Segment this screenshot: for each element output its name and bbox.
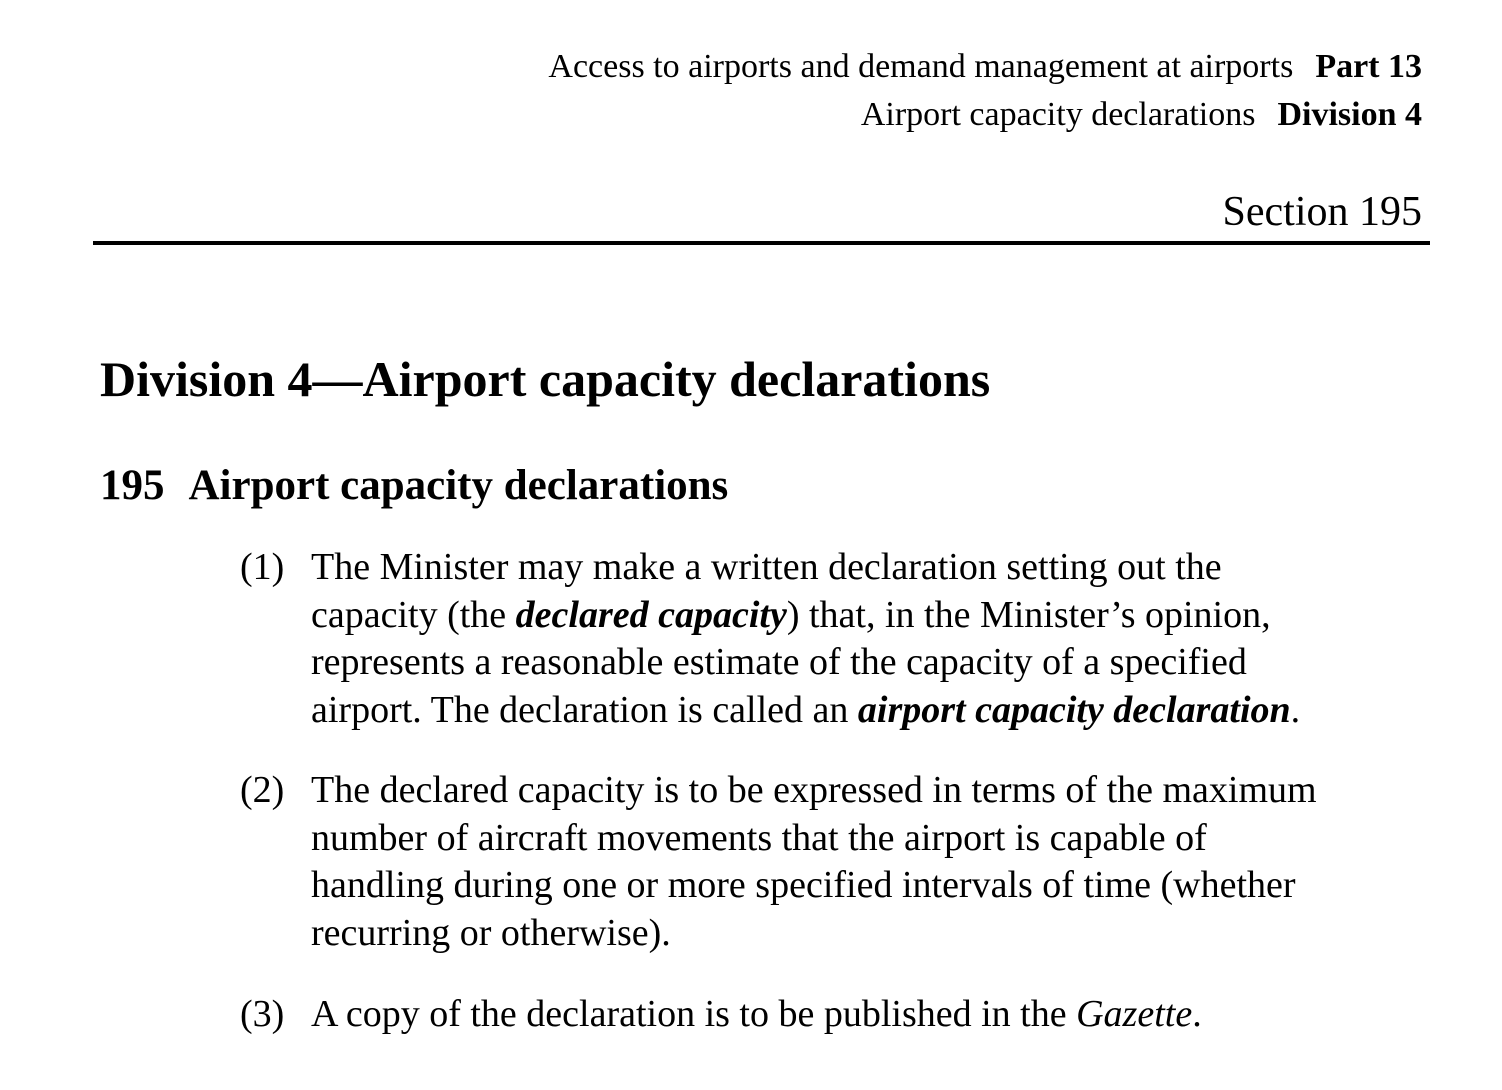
subsection-1 — [240, 544, 1420, 734]
defined-term: declared capacity — [515, 593, 787, 636]
subsection-3 — [240, 991, 1420, 1039]
subsection-body — [311, 767, 1420, 957]
subsection-marker: (1) — [240, 546, 285, 588]
section-heading — [100, 464, 728, 507]
running-head-division-label: Airport capacity declarations — [860, 96, 1256, 133]
subsection-line — [311, 639, 1420, 687]
subsection-line: The declared capacity is to be expressed in terms of the maximum — [311, 769, 1317, 811]
gazette-title: Gazette — [1076, 993, 1193, 1035]
subsection-body — [311, 991, 1420, 1039]
header-rule — [93, 241, 1430, 245]
subsection-line: number of aircraft movements that the airport is capable of — [311, 816, 1207, 859]
subsection-line: recurring or otherwise). — [311, 911, 671, 954]
text-run: The Minister may make a written declaration setting out the — [311, 546, 1222, 588]
subsection-2 — [240, 767, 1420, 957]
text-run: airport. The declaration is called an — [311, 688, 858, 731]
subsection-line — [311, 592, 1420, 640]
subsection-marker: (3) — [240, 993, 285, 1035]
subsection-line — [311, 687, 1420, 735]
text-run: represents a reasonable estimate of the capacity of a specified — [311, 641, 1247, 683]
section-reference: Section 195 — [1222, 189, 1422, 235]
running-head-division-number: Division 4 — [1277, 96, 1422, 133]
subsection-marker: (2) — [240, 769, 285, 811]
text-run: capacity (the — [311, 593, 516, 636]
running-head-division — [861, 98, 1422, 132]
text-run: . — [1290, 688, 1301, 731]
running-head-part-number: Part 13 — [1315, 48, 1422, 85]
section-title: Airport capacity declarations — [188, 462, 729, 509]
subsection-line — [311, 544, 1420, 592]
running-head-part-label: Access to airports and demand management at airports — [548, 48, 1294, 85]
text-run: A copy of the declaration is to be published in the — [311, 993, 1077, 1035]
text-run: . — [1192, 993, 1202, 1035]
subsection-body — [311, 544, 1420, 734]
running-head-part — [548, 50, 1422, 84]
text-run: ) that, in the Minister’s opinion, — [786, 593, 1271, 636]
division-heading: Division 4—Airport capacity declarations — [100, 351, 991, 407]
section-number: 195 — [100, 462, 165, 509]
defined-term: airport capacity declaration — [857, 688, 1291, 731]
subsection-line: handling during one or more specified intervals of time (whether — [311, 864, 1296, 906]
subsection-line — [311, 991, 1420, 1039]
